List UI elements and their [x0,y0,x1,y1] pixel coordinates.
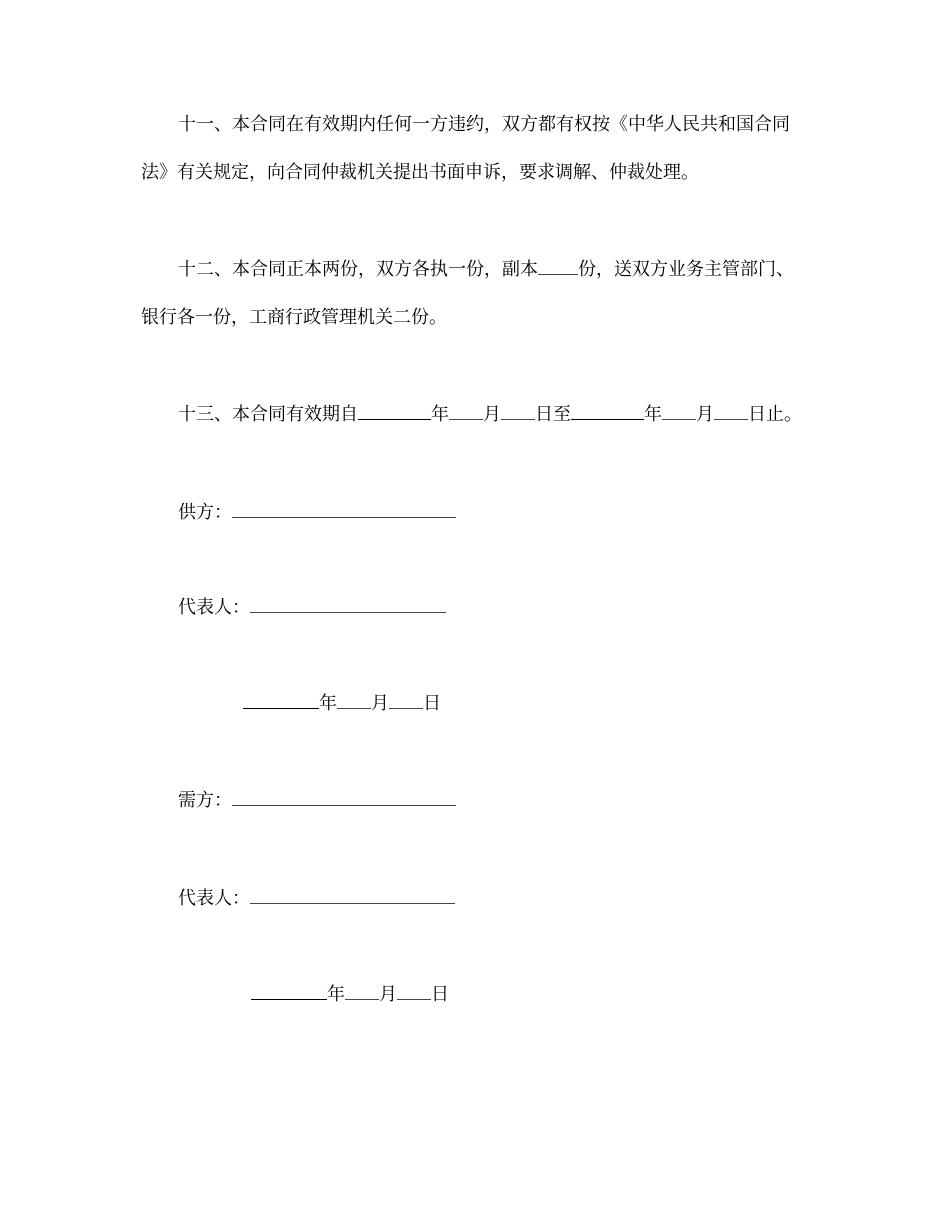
clause-12-text-1b: 份，送双方业务主管部门、 [578,259,794,280]
start-year-blank [358,418,431,420]
supplier-label: 供方： [178,502,232,523]
end-day-blank [714,418,748,420]
end-month-blank [662,418,696,420]
supplier-month-label: 月 [371,693,389,714]
buyer-year-blank [251,998,327,1000]
end-year-label: 年 [644,404,662,425]
clause-12-line-2 [141,306,447,330]
supplier-year-blank [243,707,319,709]
clause-13-prefix: 十三、本合同有效期自 [178,404,358,425]
buyer-month-label: 月 [379,984,397,1005]
clause-11-text-2: 法》有关规定，向合同仲裁机关提出书面申诉，要求调解、仲裁处理。 [141,162,699,183]
end-month-label: 月 [696,404,714,425]
supplier-line [178,501,456,525]
clause-12-text-2: 银行各一份，工商行政管理机关二份。 [141,307,447,328]
buyer-date-line [251,983,449,1007]
clause-13-line [178,403,802,427]
buyer-rep-blank [250,902,455,904]
end-year-blank [571,418,644,420]
buyer-name-blank [232,804,456,806]
supplier-rep-blank [250,611,446,613]
supplier-rep-line [178,596,446,620]
clause-11-line-1 [178,113,790,137]
buyer-rep-label: 代表人： [178,888,250,909]
buyer-day-label: 日 [431,984,449,1005]
supplier-rep-label: 代表人： [178,597,250,618]
buyer-day-blank [397,998,431,1000]
supplier-day-label: 日 [423,693,441,714]
start-month-blank [449,418,483,420]
start-day-label: 日至 [535,404,571,425]
supplier-year-label: 年 [319,693,337,714]
clause-12-line-1 [178,258,794,282]
supplier-day-blank [389,707,423,709]
clause-11-line-2 [141,161,699,185]
end-day-label: 日止。 [748,404,802,425]
buyer-rep-line [178,887,455,911]
clause-12-text-1a: 十二、本合同正本两份，双方各执一份，副本 [178,259,538,280]
copies-blank [538,273,578,275]
buyer-label: 需方： [178,790,232,811]
supplier-month-blank [337,707,371,709]
supplier-date-line [243,692,441,716]
supplier-name-blank [232,516,456,518]
start-year-label: 年 [431,404,449,425]
clause-11-text-1: 十一、本合同在有效期内任何一方违约，双方都有权按《中华人民共和国合同 [178,114,790,135]
start-month-label: 月 [483,404,501,425]
buyer-month-blank [345,998,379,1000]
start-day-blank [501,418,535,420]
buyer-line [178,789,456,813]
buyer-year-label: 年 [327,984,345,1005]
